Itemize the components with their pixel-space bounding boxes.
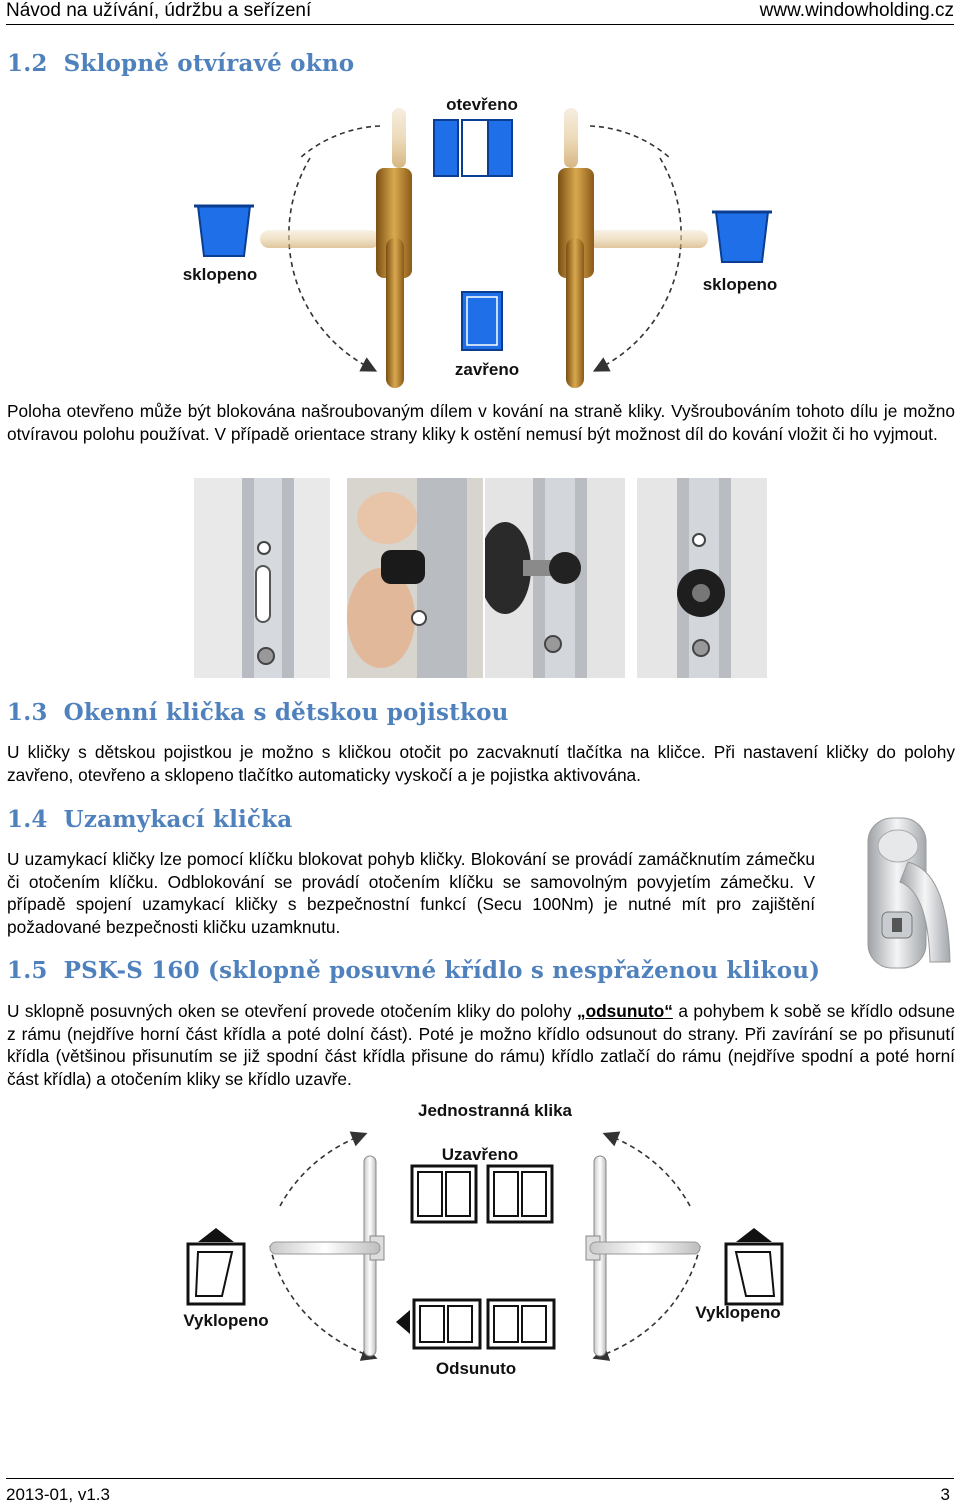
header-title: Návod na užívání, údržbu a seřízení (6, 0, 312, 21)
handle-right-icon (558, 108, 708, 388)
section-1-4-text: U uzamykací kličky lze pomocí klíčku blokovat pohyb kličky. Blokování se provádí zamáčknutím zámečku či otočením klíčku. Odblokování se provádí otočením klíčku se samovolným povyjetím zámečku. V případě spojení uzamykací kličky s bezpečnostní funkcí (Secu 100Nm) je nutné mít pro zajištění požadované bezpečnosti kličku uzamknutu. (7, 849, 815, 937)
closed-sash-icon (462, 292, 502, 350)
section-number: 1.3 (7, 699, 48, 726)
page-footer (6, 1478, 954, 1505)
tilt-sash-right-icon (726, 1228, 782, 1304)
handle-right-icon (586, 1156, 700, 1356)
section-1-3-heading (7, 699, 509, 726)
diagram-title: Jednostranná klika (417, 1101, 573, 1120)
page-number: 3 (940, 1485, 950, 1504)
label-tilt-left: Vyklopeno (183, 1311, 269, 1330)
hardware-photo-2 (347, 478, 483, 678)
hardware-photo-1 (194, 478, 330, 678)
text-part: U sklopně posuvných oken se otevření provede otočením kliky do polohy (7, 1001, 577, 1021)
label-closed: zavřeno (454, 360, 520, 379)
section-1-5-heading (7, 957, 820, 984)
section-title: Okenní klička s dětskou pojistkou (63, 699, 509, 726)
section-title: PSK-S 160 (sklopně posuvné křídlo s nespřaženou klikou) (63, 957, 821, 984)
psk-handle-diagram (170, 1096, 800, 1386)
hardware-photo-3 (485, 478, 625, 678)
section-1-3-text: U kličky s dětskou pojistkou je možno s kličkou otočit po zacvaknutí tlačítka na kličce. Při nastavení kličky do polohy zavřeno, otevřeno a sklopeno tlačítko automaticky vyskočí a je pojistka aktivována. (7, 742, 955, 785)
section-1-2-heading (7, 50, 354, 77)
text-part: a pohybem k sobě se křídlo odsune z rámu (nejdříve horní část křídla a poté dolní část). Poté je možno křídlo odsunout do strany. Při zavírání se po přisunutí křídla (většinou přisunutím se již spodní část křídla přisune do rámu) křídlo zatlačí do rámu (nejdříve spodní a poté horní část křídla) a otočením kliky se křídlo uzavře. (7, 1001, 955, 1089)
label-tilt-left: sklopeno (182, 265, 258, 284)
page-header (6, 0, 954, 25)
section-1-2-text: Poloha otevřeno může být blokována našroubovaným dílem v kování na straně kliky. Vyšroubováním tohoto dílu je možno otvíravou polohu používat. V případě orientace strany kliky k ostění nemusí být možnost díl do kování vložit či ho vyjmout. (7, 401, 955, 444)
label-slid: Odsunuto (435, 1359, 517, 1378)
hardware-photo-4 (637, 478, 767, 678)
open-sash-icon (434, 120, 512, 176)
handle-left-icon (270, 1156, 384, 1356)
slid-sash-icon (396, 1300, 554, 1348)
label-tilt-right: Vyklopeno (695, 1303, 781, 1322)
tilt-turn-handle-diagram (170, 88, 800, 388)
handle-left-icon (260, 108, 412, 388)
label-tilt-right: sklopeno (702, 275, 778, 294)
footer-version: 2013-01, v1.3 (6, 1485, 110, 1504)
closed-sash-icon (412, 1166, 552, 1222)
section-title: Sklopně otvíravé okno (63, 50, 355, 77)
tilt-sash-right-icon (712, 212, 772, 262)
section-1-4-heading (7, 806, 292, 833)
section-number: 1.5 (7, 957, 48, 984)
tilt-sash-left-icon (188, 1228, 244, 1304)
highlight-odsunuto: „odsunuto“ (576, 1001, 673, 1021)
section-1-5-text (7, 1000, 955, 1090)
section-title: Uzamykací klička (63, 806, 293, 833)
tilt-sash-left-icon (194, 206, 254, 256)
section-number: 1.2 (7, 50, 48, 77)
locking-handle-photo (838, 812, 958, 970)
section-number: 1.4 (7, 806, 48, 833)
header-url: www.windowholding.cz (759, 0, 954, 21)
label-closed: Uzavřeno (441, 1145, 519, 1164)
label-open: otevřeno (446, 95, 518, 114)
